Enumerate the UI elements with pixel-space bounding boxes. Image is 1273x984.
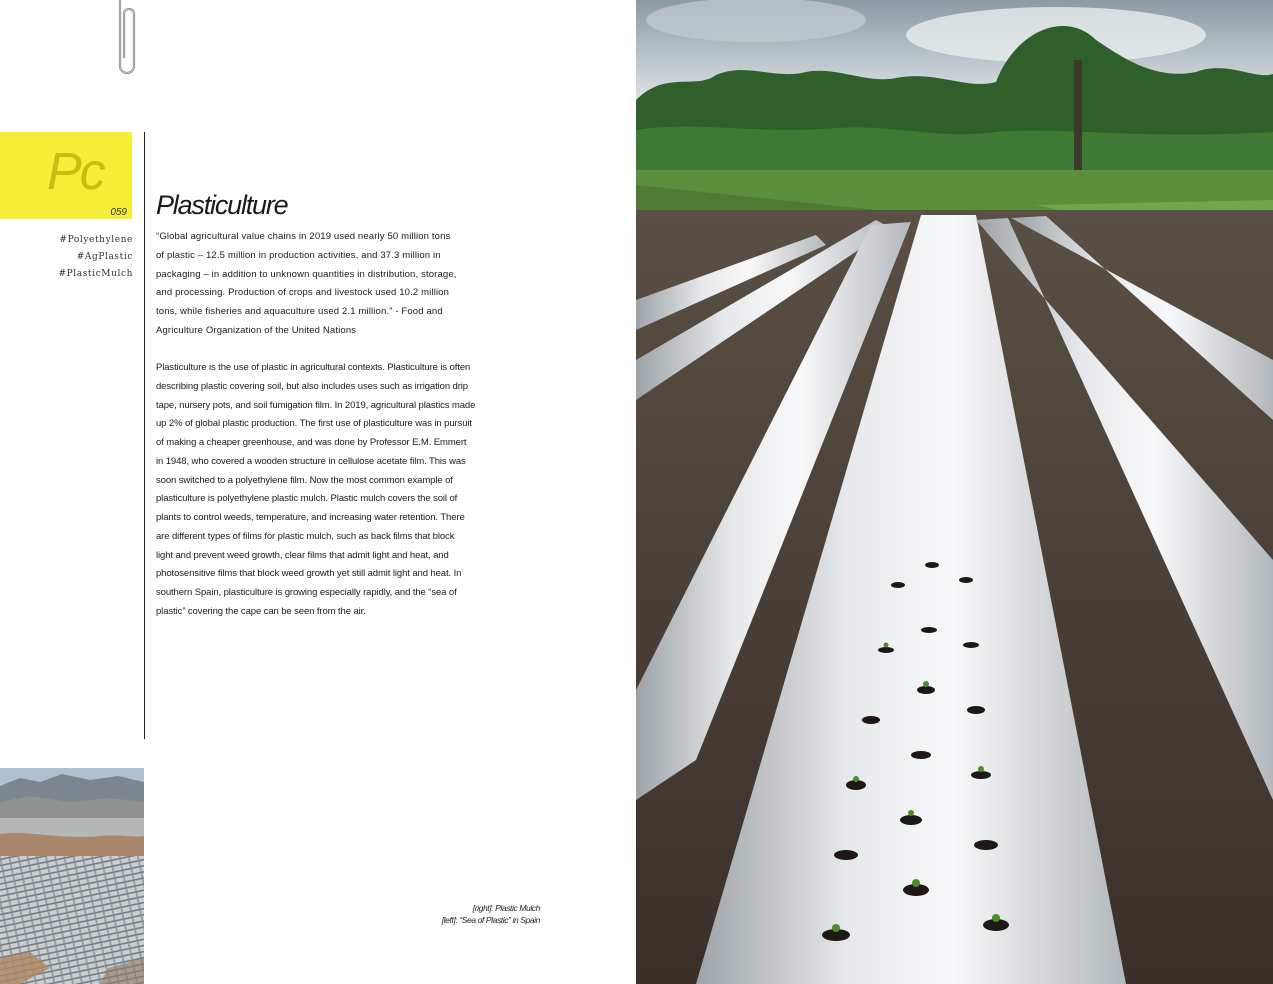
body-line: of making a cheaper greenhouse, and was done by Professor E.M. Emmert: [156, 437, 467, 448]
vertical-divider: [144, 132, 145, 739]
body-line: soon switched to a polyethylene film. Now the most common example of: [156, 474, 453, 486]
body-line: plasticulture is polyethylene plastic mulch. Plastic mulch covers the soil of: [156, 493, 458, 505]
body-line: in 1948, who covered a wooden structure in cellulose acetate film. This was: [156, 455, 466, 467]
quote-line: of plastic – 12.5 million in production activities, and 37.3 million in: [156, 249, 441, 261]
hashtag: #PlasticMulch: [58, 269, 133, 279]
page-title: Plasticulture: [156, 190, 288, 220]
body-line: light and prevent weed growth, clear films that admit light and heat, and: [156, 549, 449, 561]
caption-left: [left]: “Sea of Plastic” in Spain: [441, 915, 540, 925]
hashtag: #AgPlastic: [76, 252, 133, 262]
body-line: up 2% of global plastic production. The first use of plasticulture was in pursuit: [156, 418, 472, 430]
element-number: 059: [110, 207, 127, 218]
body-line: are different types of films for plastic mulch, such as back films that block: [156, 530, 455, 542]
element-tile: [0, 132, 132, 219]
body-line: plastic” covering the cape can be seen from the air.: [156, 605, 366, 617]
quote-line: packaging – in addition to unknown quantities in distribution, storage,: [156, 268, 457, 280]
body-line: southern Spain, plasticulture is growing especially rapidly, and the “sea of: [156, 587, 457, 598]
hashtag: #Polyethylene: [59, 235, 133, 245]
quote-line: Agriculture Organization of the United Nations: [156, 324, 357, 336]
hashtag-list: [58, 232, 133, 283]
paper-clip-icon: [108, 0, 138, 76]
quote-line: tons, while fisheries and aquaculture used 2.1 million.” - Food and: [156, 306, 443, 318]
body-line: describing plastic covering soil, but also includes uses such as irrigation drip: [156, 380, 468, 392]
body-line: Plasticulture is the use of plastic in agricultural contexts. Plasticulture is often: [156, 362, 471, 373]
body-line: photosensitive films that block weed growth yet still admit light and heat. In: [156, 568, 462, 580]
caption-right: [right]: Plastic Mulch: [472, 903, 540, 913]
body-paragraph: [156, 359, 501, 622]
quote-line: “Global agricultural value chains in 2019 used nearly 50 million tons: [156, 231, 451, 242]
body-line: tape, nursery pots, and soil fumigation film. In 2019, agricultural plastics made: [156, 399, 476, 411]
body-line: plants to control weeds, temperature, and increasing water retention. There: [156, 512, 465, 523]
plastic-mulch-photo: [636, 0, 1273, 984]
element-symbol: Pc: [47, 143, 104, 201]
sea-of-plastic-photo: [0, 768, 144, 984]
quote-line: and processing. Production of crops and livestock used 10.2 million: [156, 287, 450, 299]
quote-paragraph: [156, 228, 501, 341]
image-captions: [380, 902, 540, 926]
